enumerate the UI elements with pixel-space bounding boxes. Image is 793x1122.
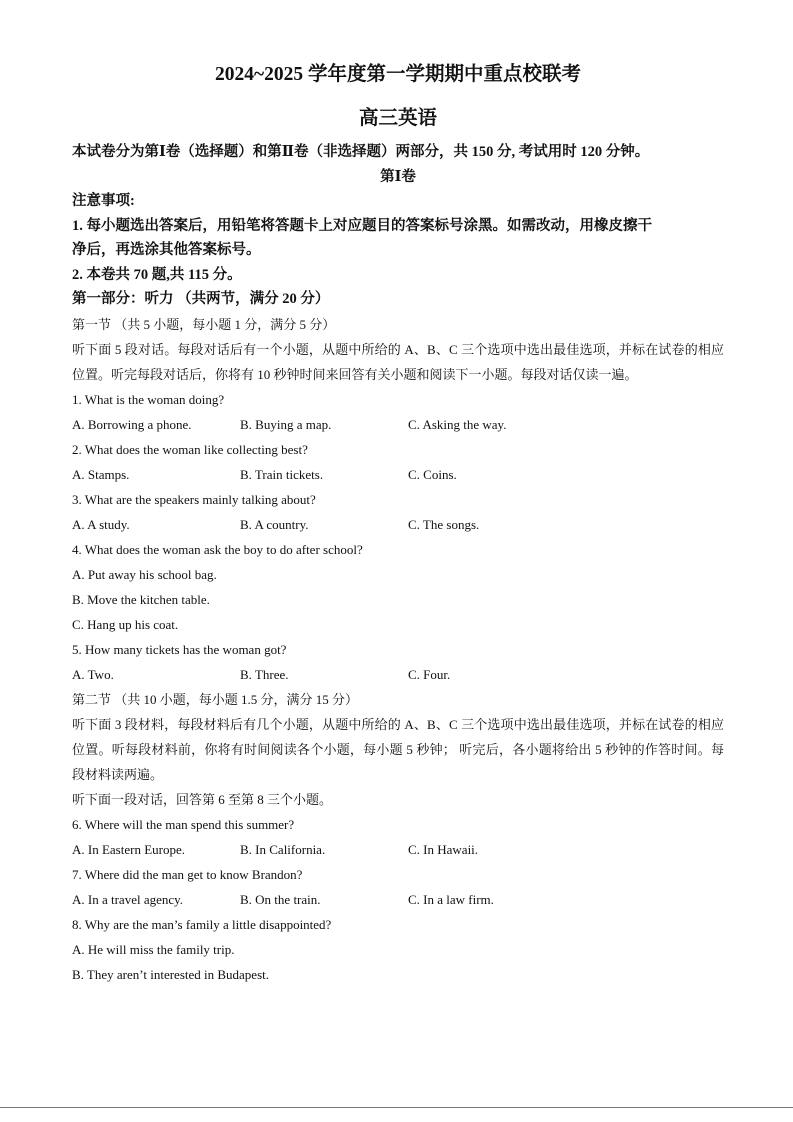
q4-option-b: B. Move the kitchen table. <box>72 591 210 607</box>
q2-option-c: C. Coins. <box>408 466 457 482</box>
question-5: 5. How many tickets has the woman got? <box>72 641 287 657</box>
question-3: 3. What are the speakers mainly talking about? <box>72 491 316 507</box>
q3-option-c: C. The songs. <box>408 516 480 532</box>
notice-item-1-cont: 净后，再选涂其他答案标号。 <box>72 242 261 258</box>
page-bottom-divider <box>0 1107 793 1108</box>
q6-option-a: A. In Eastern Europe. <box>72 841 185 857</box>
exam-title: 2024~2025 学年度第一学期期中重点校联考 <box>214 64 581 85</box>
q1-option-a: A. Borrowing a phone. <box>72 416 192 432</box>
question-3-options <box>72 512 724 537</box>
q1-option-b: B. Buying a map. <box>240 416 332 432</box>
section2-instructions: 听下面 3 段材料，每段材料后有几个小题，从题中所给的 A、B、C 三个选项中选出最佳选项，并标在试卷的相应位置。听每段材料前，你将有时间阅读各个小题，每小题 5 秒钟； 听完后，各小题将给出 5 秒钟的作答时间。每段材料读两遍。 <box>72 716 724 782</box>
q8-option-b: B. They aren’t interested in Budapest. <box>72 966 269 982</box>
q5-option-a: A. Two. <box>72 666 114 682</box>
question-8: 8. Why are the man’s family a little disappointed? <box>72 916 332 932</box>
q2-option-a: A. Stamps. <box>72 466 130 482</box>
q6-option-b: B. In California. <box>240 841 326 857</box>
volume-heading: 第Ⅰ卷 <box>380 168 416 185</box>
section1-heading: 第一节 （共 5 小题，每小题 1 分，满分 5 分） <box>72 316 336 332</box>
question-7: 7. Where did the man get to know Brandon? <box>72 866 303 882</box>
dialog-intro: 听下面一段对话，回答第 6 至第 8 三个小题。 <box>72 791 333 807</box>
q7-option-c: C. In a law firm. <box>408 891 494 907</box>
notice-item-1: 1. 每小题选出答案后，用铅笔将答题卡上对应题目的答案标号涂黑。如需改动，用橡皮擦干 <box>72 217 652 234</box>
q7-option-b: B. On the train. <box>240 891 321 907</box>
q2-option-b: B. Train tickets. <box>240 466 324 482</box>
question-6-options <box>72 837 724 862</box>
question-2-options <box>72 462 724 487</box>
question-1: 1. What is the woman doing? <box>72 391 225 407</box>
q8-option-a: A. He will miss the family trip. <box>72 941 235 957</box>
question-2: 2. What does the woman like collecting best? <box>72 441 308 457</box>
q1-option-c: C. Asking the way. <box>408 416 507 432</box>
q3-option-b: B. A country. <box>240 516 309 532</box>
q3-option-a: A. A study. <box>72 516 130 532</box>
q4-option-c: C. Hang up his coat. <box>72 616 179 632</box>
q7-option-a: A. In a travel agency. <box>72 891 184 907</box>
section2-heading: 第二节 （共 10 小题，每小题 1.5 分，满分 15 分） <box>72 691 359 707</box>
question-6: 6. Where will the man spend this summer? <box>72 816 295 832</box>
exam-page <box>72 62 724 987</box>
section1-instructions: 听下面 5 段对话。每段对话后有一个小题，从题中所给的 A、B、C 三个选项中选出最佳选项，并标在试卷的相应位置。听完每段对话后，你将有 10 秒钟时间来回答有关小题和阅读下一小题。每段对话仅读一遍。 <box>72 341 724 382</box>
q4-option-a: A. Put away his school bag. <box>72 566 217 582</box>
notice-item-2: 2. 本卷共 70 题,共 115 分。 <box>72 266 242 283</box>
question-1-options <box>72 412 724 437</box>
q5-option-b: B. Three. <box>240 666 289 682</box>
part1-heading: 第一部分：听力 （共两节，满分 20 分） <box>72 291 330 307</box>
exam-description: 本试卷分为第Ⅰ卷（选择题）和第Ⅱ卷（非选择题）两部分，共 150 分, 考试用时 120 分钟。 <box>72 144 650 160</box>
q5-option-c: C. Four. <box>408 666 451 682</box>
notice-title: 注意事项: <box>72 193 135 209</box>
q6-option-c: C. In Hawaii. <box>408 841 479 857</box>
exam-subject: 高三英语 <box>358 108 437 129</box>
question-4: 4. What does the woman ask the boy to do after school? <box>72 541 363 557</box>
question-7-options <box>72 887 724 912</box>
question-5-options <box>72 662 724 687</box>
